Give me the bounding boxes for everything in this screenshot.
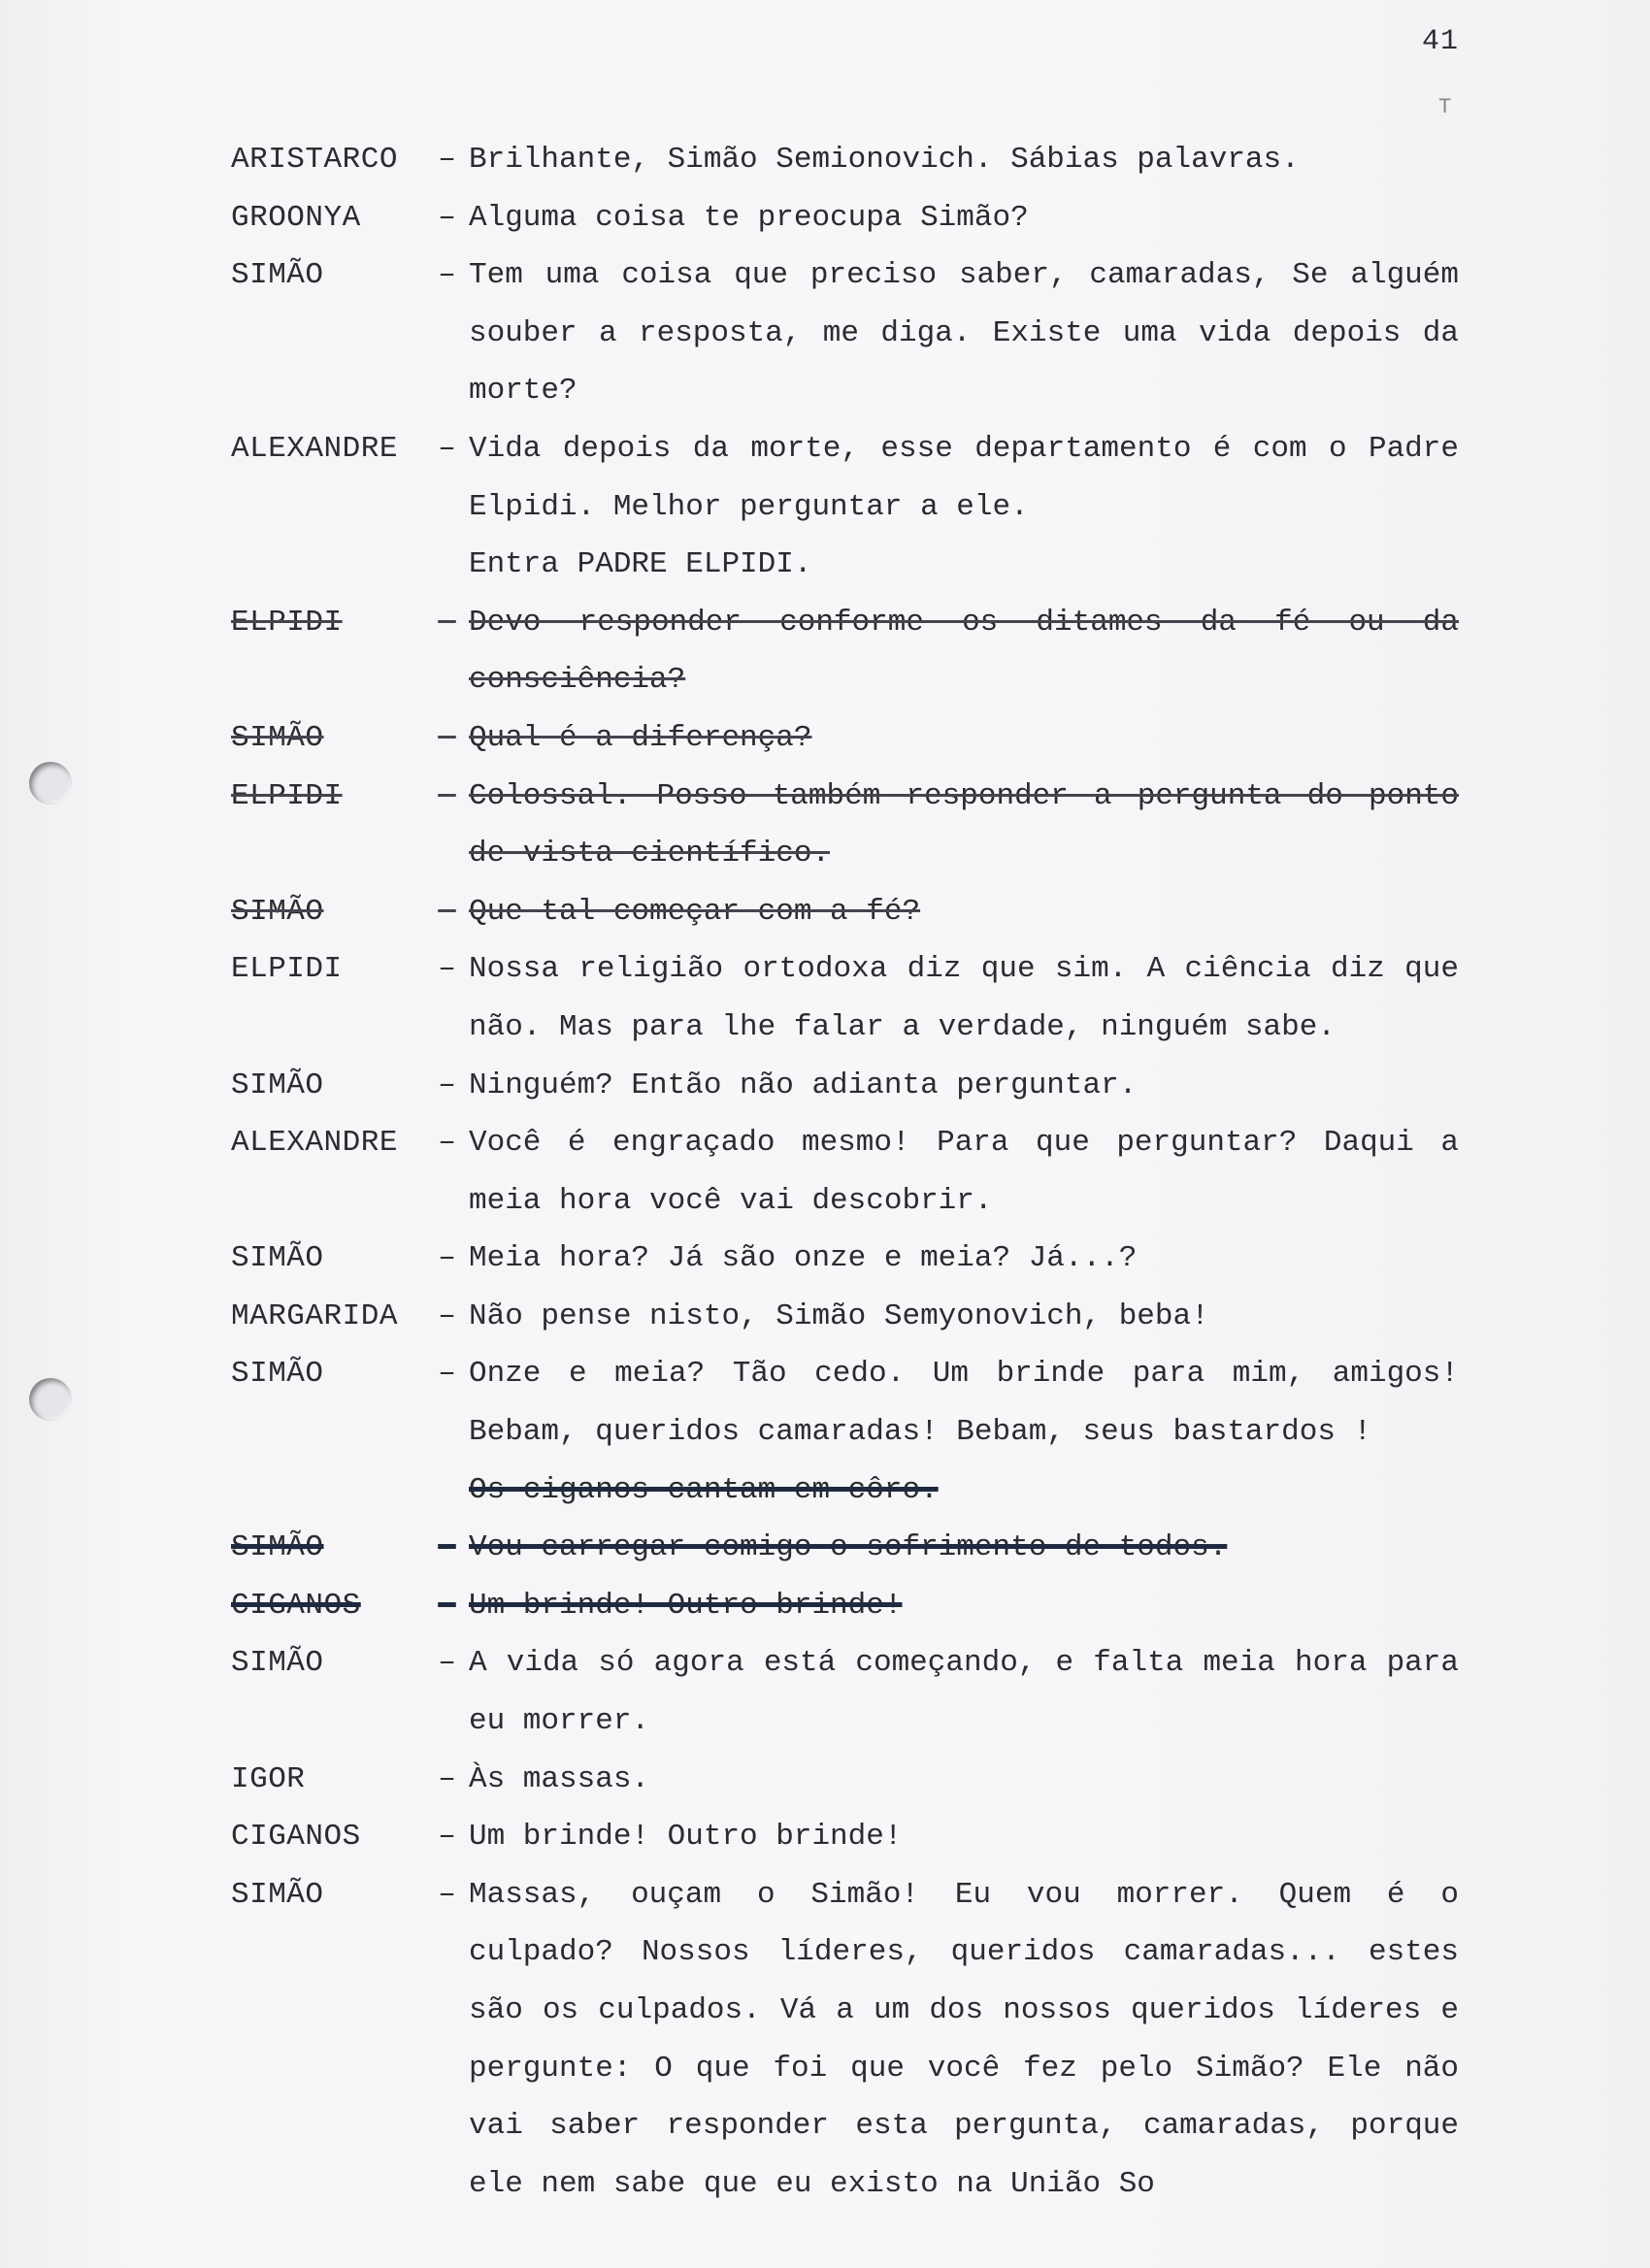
line-text: Você é engraçado mesmo! Para que perguntar? Daqui a meia hora você vai descobrir.	[469, 1126, 1459, 1218]
speaker-dash: –	[438, 1646, 456, 1681]
stage-direction	[231, 536, 1493, 594]
speaker-name: SIMÃO	[231, 720, 324, 755]
speaker-dash	[425, 536, 469, 594]
speaker-dash: –	[438, 1761, 456, 1796]
speaker-name: SIMÃO	[231, 1646, 324, 1681]
dialogue-entry	[231, 1345, 1493, 1461]
speaker-dash: –	[438, 1877, 456, 1912]
dialogue-line	[469, 1808, 1459, 1866]
speaker-name: SIMÃO	[231, 1241, 324, 1276]
line-text: Entra PADRE ELPIDI.	[469, 547, 812, 582]
speaker-name: SIMÃO	[231, 1530, 324, 1565]
dialogue-line	[469, 1519, 1459, 1577]
dialogue-line	[469, 131, 1459, 189]
stage-direction-text	[469, 536, 1459, 594]
dialogue-entry	[231, 594, 1493, 709]
speaker-dash: –	[438, 605, 456, 640]
dialogue-line	[469, 940, 1459, 1056]
speaker-name: ALEXANDRE	[231, 431, 398, 466]
speaker-dash: –	[438, 143, 456, 177]
speaker-dash: –	[438, 952, 456, 987]
speaker-dash: –	[438, 1241, 456, 1276]
dialogue-line	[469, 1057, 1459, 1115]
dialogue-line	[469, 1345, 1459, 1461]
speaker-name: IGOR	[231, 1761, 306, 1796]
dialogue-entry	[231, 709, 1493, 768]
speaker-name: SIMÃO	[231, 1877, 324, 1912]
dialogue-entry	[231, 131, 1493, 189]
speaker-name: ELPIDI	[231, 952, 343, 987]
stage-direction-text	[469, 1462, 1459, 1520]
dialogue-line	[469, 1577, 1459, 1635]
line-text: Tem uma coisa que preciso saber, camaradas, Se alguém souber a resposta, me diga. Existe uma vida depois da morte?	[469, 258, 1459, 409]
line-text: Devo responder conforme os ditames da fé ou da consciência?	[469, 605, 1459, 698]
speaker-name: ELPIDI	[231, 778, 343, 813]
speaker-dash: –	[438, 431, 456, 466]
dialogue-entry	[231, 1519, 1493, 1577]
dialogue-entry	[231, 1288, 1493, 1346]
speaker-dash: –	[438, 1588, 456, 1623]
dialogue-entry	[231, 1751, 1493, 1809]
line-text: Não pense nisto, Simão Semyonovich, beba!	[469, 1298, 1209, 1333]
line-text: A vida só agora está começando, e falta meia hora para eu morrer.	[469, 1646, 1459, 1739]
speaker-name: MARGARIDA	[231, 1298, 398, 1333]
dialogue-line	[469, 768, 1459, 883]
dialogue-entry	[231, 1577, 1493, 1635]
dialogue-entry	[231, 1114, 1493, 1230]
corner-pencil-mark: T	[1438, 95, 1452, 119]
speaker-dash: –	[438, 1820, 456, 1855]
dialogue-line	[469, 1114, 1459, 1230]
dialogue-entry	[231, 940, 1493, 1056]
speaker-dash: –	[438, 200, 456, 235]
dialogue-entry	[231, 1230, 1493, 1288]
dialogue-entry	[231, 768, 1493, 883]
line-text: Vida depois da morte, esse departamento é com o Padre Elpidi. Melhor perguntar a ele.	[469, 431, 1459, 524]
line-text: Massas, ouçam o Simão! Eu vou morrer. Quem é o culpado? Nossos líderes, queridos camaradas... estes são os culpados. Vá a um dos nossos queridos líderes e pergunte: O que foi que você fez pelo Simão? Ele não vai saber responder esta pergunta, camaradas, porque ele nem sabe que eu existo na União So	[469, 1877, 1459, 2201]
speaker-dash: –	[438, 1068, 456, 1102]
dialogue-entry	[231, 189, 1493, 247]
dialogue-entry	[231, 1634, 1493, 1750]
speaker-dash: –	[438, 1530, 456, 1565]
speaker-dash: –	[438, 778, 456, 813]
dialogue-entry	[231, 247, 1493, 420]
speaker-dash: –	[438, 258, 456, 293]
speaker-name: ELPIDI	[231, 605, 343, 640]
line-text: Vou carregar comigo o sofrimento de todos.	[469, 1530, 1228, 1565]
dialogue-line	[469, 420, 1459, 536]
speaker-dash: –	[438, 1126, 456, 1161]
line-text: Alguma coisa te preocupa Simão?	[469, 200, 1029, 235]
dialogue-entry	[231, 1057, 1493, 1115]
speaker-name: ARISTARCO	[231, 143, 398, 177]
speaker-dash	[425, 1462, 469, 1520]
dialogue-line	[469, 189, 1459, 247]
speaker-name: CIGANOS	[231, 1588, 361, 1623]
dialogue-line	[469, 709, 1459, 768]
dialogue-line	[469, 1288, 1459, 1346]
speaker-dash: –	[438, 894, 456, 929]
line-text: Qual é a diferença?	[469, 720, 812, 755]
line-text: Um brinde! Outro brinde!	[469, 1588, 903, 1623]
line-text: Os ciganos cantam em côro.	[469, 1472, 939, 1507]
speaker-name: SIMÃO	[231, 258, 324, 293]
line-text: Brilhante, Simão Semionovich. Sábias palavras.	[469, 143, 1300, 177]
page-number: 41	[1422, 25, 1460, 58]
line-text: Que tal começar com a fé?	[469, 894, 921, 929]
dialogue-line	[469, 1751, 1459, 1809]
dialogue-entry	[231, 420, 1493, 536]
binder-hole-top	[29, 762, 72, 805]
line-text: Onze e meia? Tão cedo. Um brinde para mim, amigos! Bebam, queridos camaradas! Bebam, seus bastardos !	[469, 1357, 1459, 1450]
speaker-dash: –	[438, 1357, 456, 1392]
speaker-dash: –	[438, 1298, 456, 1333]
dialogue-line	[469, 247, 1459, 420]
speaker-name: SIMÃO	[231, 1068, 324, 1102]
speaker-name: GROONYA	[231, 200, 361, 235]
line-text: Às massas.	[469, 1761, 650, 1796]
speaker-name: CIGANOS	[231, 1820, 361, 1855]
speaker-dash: –	[438, 720, 456, 755]
dialogue-entry	[231, 1808, 1493, 1866]
binder-hole-bottom	[29, 1378, 72, 1421]
dialogue-line	[469, 1230, 1459, 1288]
stage-direction	[231, 1462, 1493, 1520]
speaker-name: SIMÃO	[231, 894, 324, 929]
script-dialogue	[231, 131, 1493, 2213]
dialogue-line	[469, 1634, 1459, 1750]
speaker-name	[231, 1462, 425, 1520]
dialogue-line	[469, 594, 1459, 709]
line-text: Um brinde! Outro brinde!	[469, 1820, 903, 1855]
speaker-name	[231, 536, 425, 594]
line-text: Meia hora? Já são onze e meia? Já...?	[469, 1241, 1138, 1276]
line-text: Nossa religião ortodoxa diz que sim. A ciência diz que não. Mas para lhe falar a verdade, ninguém sabe.	[469, 952, 1459, 1044]
dialogue-entry	[231, 1866, 1493, 2214]
dialogue-line	[469, 1866, 1459, 2214]
dialogue-line	[469, 883, 1459, 941]
dialogue-entry	[231, 883, 1493, 941]
speaker-name: SIMÃO	[231, 1357, 324, 1392]
line-text: Ninguém? Então não adianta perguntar.	[469, 1068, 1138, 1102]
speaker-name: ALEXANDRE	[231, 1126, 398, 1161]
line-text: Colossal. Posso também responder a pergunta do ponto de vista científico.	[469, 778, 1459, 871]
